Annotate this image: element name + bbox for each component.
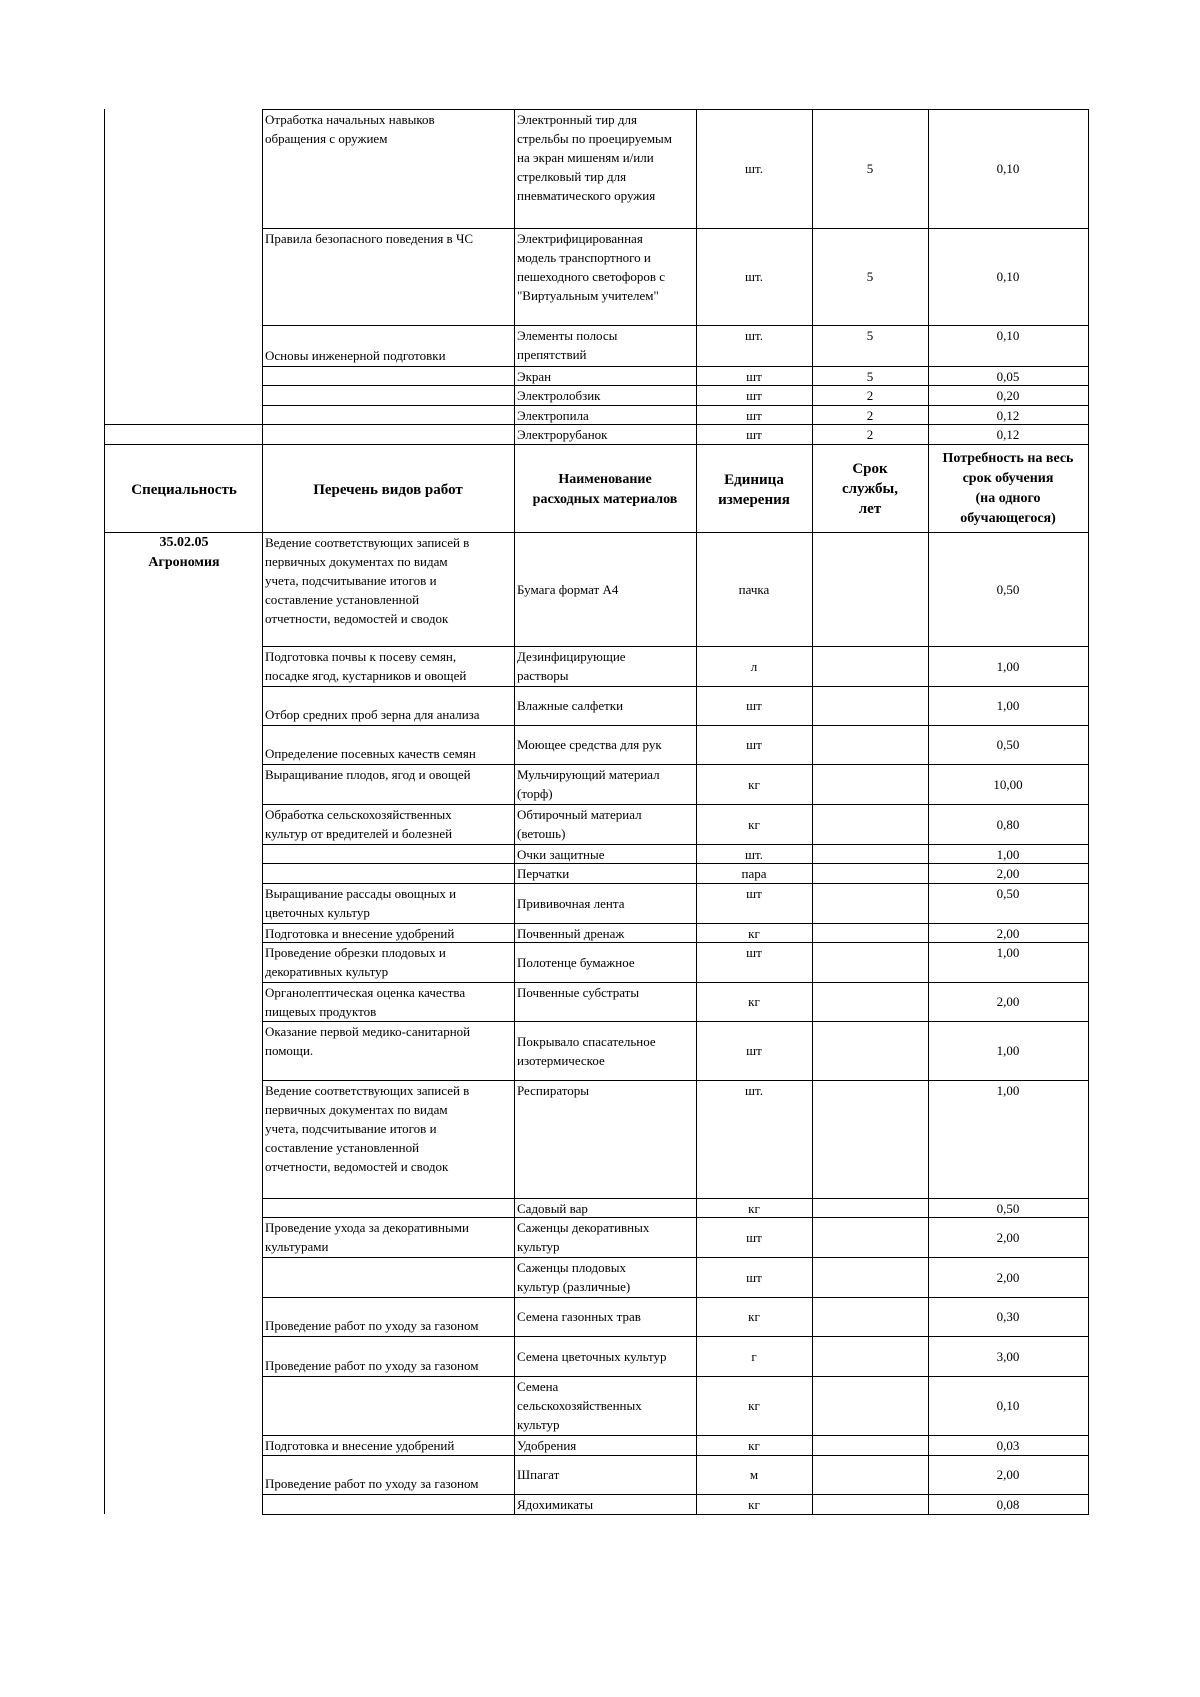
table-rule (262, 1257, 1089, 1258)
table-column-rule (262, 109, 263, 1515)
table-rule (262, 366, 1089, 367)
table-rule (262, 686, 1089, 687)
table-rule (262, 228, 1089, 229)
rows-need: 0,80 (996, 816, 1020, 832)
header-specialty: Специальность (131, 482, 237, 498)
rows-work: Проведение работ по уходу за газоном (265, 1476, 479, 1491)
rows-unit: кг (748, 1497, 760, 1512)
specialty-name: Агрономия (148, 555, 220, 570)
rows-need: 0,50 (996, 886, 1020, 901)
table-rule (104, 532, 1089, 533)
table-rule (262, 725, 1089, 726)
rows-material: Прививочная лента (517, 895, 625, 911)
rows-unit: пачка (738, 581, 770, 597)
top_rows-work: Основы инженерной подготовки (265, 348, 446, 363)
table-column-rule (1088, 109, 1089, 1515)
rows-need: 1,00 (996, 1043, 1020, 1058)
rows-need: 2,00 (996, 1229, 1020, 1245)
rows-material: Респираторы (517, 1083, 590, 1098)
header-need: Потребность на весь срок обучения (на одного обучающегося) (942, 451, 1074, 526)
top_rows-unit: шт (746, 369, 762, 384)
rows-unit: шт (746, 737, 762, 752)
rows-unit: шт (746, 945, 762, 960)
rows-material: Садовый вар (517, 1201, 588, 1216)
rows-need: 0,50 (996, 581, 1020, 597)
table-rule (262, 1514, 1089, 1515)
table-rule (262, 1198, 1089, 1199)
top_rows-unit: шт. (745, 269, 763, 284)
rows-unit: пара (741, 866, 767, 881)
table-rule (262, 923, 1089, 924)
header-works: Перечень видов работ (313, 482, 463, 498)
table-rule (262, 1435, 1089, 1436)
top_rows-unit: шт (746, 388, 762, 403)
rows-work: Ведение соответствующих записей в первичных документах по видам учета, подсчитывание итогов и составление установленной отчетности, ведомостей и сводок (265, 535, 470, 626)
top_rows-life: 5 (866, 328, 874, 343)
top_rows-need: 0,10 (996, 328, 1020, 343)
table-rule (262, 646, 1089, 647)
top_rows-work: Правила безопасного поведения в ЧС (265, 231, 474, 246)
table-rule (262, 942, 1089, 943)
top_rows-life: 5 (866, 369, 874, 384)
table-rule (262, 325, 1089, 326)
rows-material: Обтирочный материал (ветошь) (517, 807, 642, 841)
rows-unit: кг (748, 1201, 760, 1216)
rows-material: Ядохимикаты (517, 1497, 594, 1512)
table-rule (262, 1021, 1089, 1022)
rows-unit: кг (748, 1438, 760, 1453)
rows-unit: шт (746, 886, 762, 901)
rows-work: Оказание первой медико-санитарной помощи. (265, 1024, 471, 1058)
table-rule (262, 1217, 1089, 1218)
rows-material: Покрывало спасательное изотермическое (517, 1033, 656, 1068)
rows-need: 2,00 (996, 994, 1020, 1009)
table-rule (262, 1336, 1089, 1337)
rows-need: 2,00 (996, 866, 1020, 881)
table-rule (262, 109, 1089, 110)
top_rows-life: 2 (866, 408, 874, 423)
rows-need: 2,00 (996, 1467, 1020, 1482)
rows-need: 1,00 (996, 698, 1020, 713)
table-column-rule (514, 109, 515, 1515)
top_rows-need: 0,12 (996, 427, 1020, 442)
rows-need: 2,00 (996, 1269, 1020, 1285)
top_rows-life: 2 (866, 388, 874, 403)
rows-need: 1,00 (996, 1083, 1020, 1098)
top_rows-need: 0,12 (996, 408, 1020, 423)
header-life: Срок службы, лет (841, 461, 898, 517)
top_rows-material: Электрифицированная модель транспортного и пешеходного светофоров с "Виртуальным учителем" (517, 231, 665, 303)
rows-material: Шпагат (517, 1467, 560, 1482)
rows-work: Органолептическая оценка качества пищевых продуктов (265, 985, 466, 1019)
table-rule (262, 863, 1089, 864)
rows-work: Выращивание плодов, ягод и овощей (265, 767, 471, 782)
rows-unit: шт. (745, 1083, 763, 1098)
top_rows-need: 0,10 (996, 269, 1020, 284)
rows-need: 0,03 (996, 1438, 1020, 1453)
rows-need: 10,00 (993, 776, 1023, 792)
rows-need: 0,10 (996, 1398, 1020, 1413)
table-rule (262, 804, 1089, 805)
rows-unit: шт (746, 1229, 762, 1245)
top_rows-material: Электронный тир для стрельбы по проецируемым на экран мишеням и/или стрелковый тир для пневматического оружия (517, 112, 673, 203)
top_rows-need: 0,20 (996, 388, 1020, 403)
top_rows-need: 0,10 (996, 161, 1020, 176)
top_rows-need: 0,05 (996, 369, 1020, 384)
rows-work: Выращивание рассады овощных и цветочных культур (265, 886, 457, 920)
top_rows-life: 5 (866, 269, 874, 284)
rows-work: Подготовка и внесение удобрений (265, 926, 455, 941)
table-rule-left (104, 109, 105, 1514)
rows-material: Мульчирующий материал (торф) (517, 767, 660, 801)
header-unit: Единица измерения (718, 472, 790, 508)
table-rule (262, 1297, 1089, 1298)
rows-work: Подготовка почвы к посеву семян, посадке ягод, кустарников и овощей (265, 649, 467, 683)
rows-work: Обработка сельскохозяйственных культур от вредителей и болезней (265, 807, 453, 841)
rows-material: Почвенные субстраты (517, 985, 640, 1000)
table-rule (262, 1455, 1089, 1456)
rows-unit: шт (746, 1043, 762, 1058)
top_rows-material: Электрорубанок (517, 427, 608, 442)
rows-need: 0,08 (996, 1497, 1020, 1512)
table-rule (262, 844, 1089, 845)
top_rows-unit: шт (746, 408, 762, 423)
rows-need: 0,50 (996, 1201, 1020, 1216)
rows-work: Проведение работ по уходу за газоном (265, 1358, 479, 1373)
top_rows-material: Электролобзик (517, 388, 601, 403)
rows-unit: шт (746, 698, 762, 713)
rows-work: Определение посевных качеств семян (265, 746, 476, 761)
table-rule (262, 405, 1089, 406)
rows-unit: кг (748, 994, 760, 1009)
rows-material: Семена цветочных культур (517, 1348, 667, 1364)
rows-material: Семена сельскохозяйственных культур (517, 1379, 642, 1432)
rows-unit: кг (748, 1309, 760, 1324)
top_rows-material: Электропила (517, 408, 589, 423)
top_rows-life: 2 (866, 427, 874, 442)
table-rule (262, 385, 1089, 386)
top_rows-material: Элементы полосы препятствий (517, 328, 618, 362)
top_rows-unit: шт. (745, 161, 763, 176)
rows-material: Моющее средства для рук (517, 737, 662, 752)
rows-need: 0,50 (996, 737, 1020, 752)
rows-work: Проведение работ по уходу за газоном (265, 1318, 479, 1333)
rows-unit: кг (748, 816, 760, 832)
rows-material: Перчатки (517, 866, 570, 881)
top_rows-material: Экран (517, 369, 552, 384)
rows-unit: г (751, 1348, 757, 1364)
rows-work: Отбор средних проб зерна для анализа (265, 707, 480, 722)
rows-material: Дезинфицирующие растворы (517, 649, 626, 683)
table-rule (262, 1376, 1089, 1377)
rows-unit: кг (748, 1398, 760, 1413)
rows-unit: шт. (745, 847, 763, 862)
table-rule (262, 982, 1089, 983)
rows-material: Бумага формат А4 (517, 581, 619, 597)
rows-material: Удобрения (517, 1438, 577, 1453)
top_rows-work: Отработка начальных навыков обращения с оружием (265, 112, 435, 146)
table-column-rule (928, 109, 929, 1515)
header-material: Наименование расходных материалов (532, 472, 678, 507)
rows-work: Ведение соответствующих записей в первичных документах по видам учета, подсчитывание итогов и составление установленной отчетности, ведомостей и сводок (265, 1083, 470, 1174)
rows-material: Семена газонных трав (517, 1309, 641, 1324)
specialty-code: 35.02.05 (159, 535, 209, 550)
rows-work: Подготовка и внесение удобрений (265, 1438, 455, 1453)
rows-need: 1,00 (996, 658, 1020, 674)
rows-need: 2,00 (996, 926, 1020, 941)
top_rows-unit: шт. (745, 328, 763, 343)
table-rule (262, 764, 1089, 765)
top_rows-unit: шт (746, 427, 762, 442)
table-rule (104, 424, 262, 425)
table-rule (262, 1494, 1089, 1495)
rows-unit: кг (748, 926, 760, 941)
rows-unit: л (750, 658, 758, 674)
table-column-rule (812, 109, 813, 1515)
table-column-rule (696, 109, 697, 1515)
rows-material: Полотенце бумажное (517, 954, 635, 970)
rows-work: Проведение обрезки плодовых и декоративных культур (265, 945, 446, 979)
rows-unit: шт (746, 1269, 762, 1285)
table-rule (104, 444, 1089, 445)
rows-material: Саженцы плодовых культур (различные) (517, 1260, 631, 1294)
table-rule (262, 883, 1089, 884)
table-rule (262, 424, 1089, 425)
top_rows-life: 5 (866, 161, 874, 176)
rows-need: 0,30 (996, 1309, 1020, 1324)
rows-need: 3,00 (996, 1348, 1020, 1364)
rows-work: Проведение ухода за декоративными культурами (265, 1220, 469, 1254)
rows-material: Очки защитные (517, 847, 605, 862)
rows-need: 1,00 (996, 847, 1020, 862)
rows-need: 1,00 (996, 945, 1020, 960)
rows-unit: м (749, 1467, 759, 1482)
rows-unit: кг (748, 776, 760, 792)
rows-material: Влажные салфетки (517, 698, 624, 713)
rows-material: Почвенный дренаж (517, 926, 625, 941)
table-rule (262, 1080, 1089, 1081)
rows-material: Саженцы декоративных культур (517, 1220, 650, 1254)
